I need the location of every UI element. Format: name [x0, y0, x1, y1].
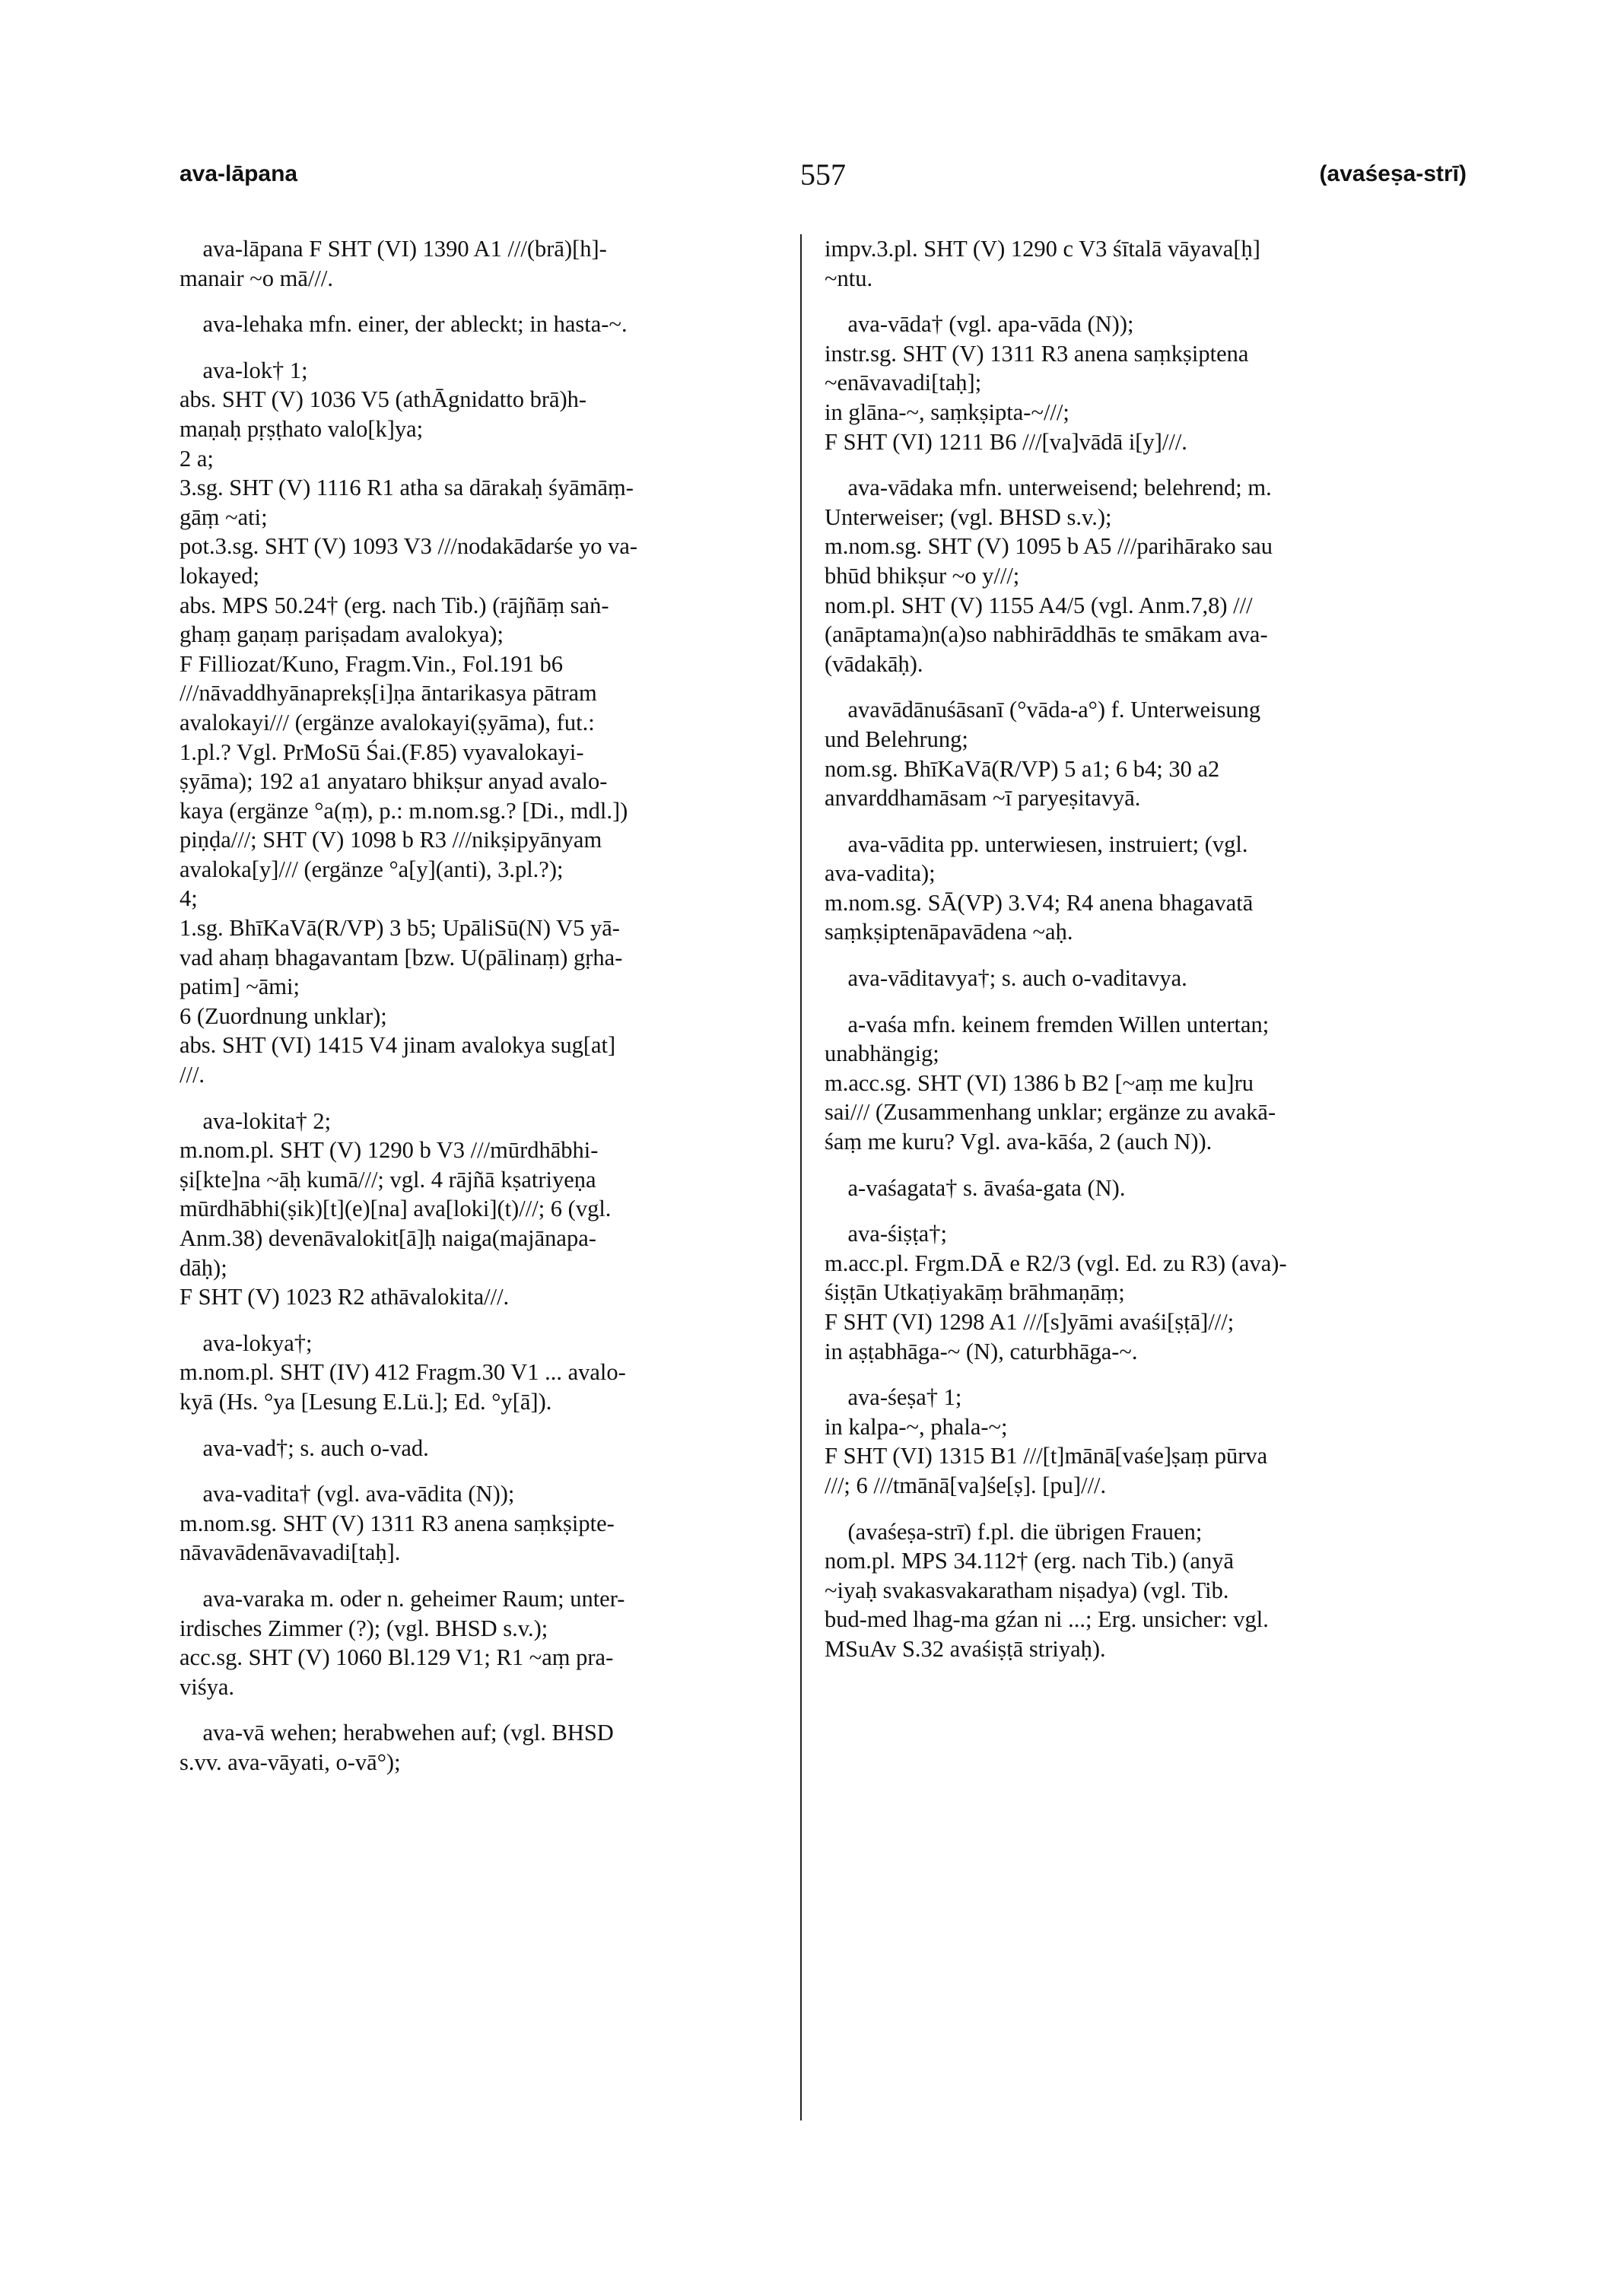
entry-line: abs. SHT (V) 1036 V5 (athĀgnidatto brā)h-	[180, 386, 587, 413]
entry-line: ṣyāma); 192 a1 anyataro bhikṣur anyad avalo-	[180, 768, 608, 795]
entry-line: ava-varaka m. oder n. geheimer Raum; unter-	[180, 1585, 625, 1612]
dictionary-entry	[180, 1479, 776, 1568]
entry-line: und Belehrung;	[825, 726, 968, 752]
entry-line: 1.sg. BhīKaVā(R/VP) 3 b5; UpāliSū(N) V5 yā-	[180, 915, 620, 942]
entry-line: 2 a;	[180, 445, 214, 472]
dictionary-entry	[180, 1107, 776, 1312]
dictionary-entry	[825, 1010, 1470, 1157]
entry-line: ava-vadita);	[825, 860, 936, 887]
entry-line: ~ntu.	[825, 265, 873, 291]
entry-line: m.acc.pl. Frgm.DĀ e R2/3 (vgl. Ed. zu R3) (ava)-	[825, 1250, 1287, 1276]
entry-line: 1.pl.? Vgl. PrMoSū Śai.(F.85) vyavalokayi-	[180, 739, 584, 765]
dictionary-entry	[825, 964, 1470, 993]
entry-line: avavādānuśāsanī (°vāda-a°) f. Unterweisung	[825, 697, 1261, 723]
entry-line: kyā (Hs. °ya [Lesung E.Lü.]; Ed. °y[ā]).	[180, 1388, 552, 1415]
dictionary-entry	[180, 1718, 776, 1777]
entry-line: ~enāvavadi[taḥ];	[825, 370, 982, 396]
dictionary-entry	[825, 1383, 1470, 1500]
entry-line: piṇḍa///; SHT (V) 1098 b R3 ///nikṣipyānyam	[180, 827, 602, 853]
right-column	[825, 234, 1470, 1681]
entry-line: m.nom.pl. SHT (V) 1290 b V3 ///mūrdhābhi-	[180, 1137, 599, 1164]
entry-line: avalokayi/// (ergänze avalokayi(ṣyāma), fut.:	[180, 709, 595, 735]
dictionary-entry	[825, 1517, 1470, 1664]
entry-line: 4;	[180, 885, 198, 912]
column-divider	[800, 234, 802, 2120]
entry-line: gāṃ ~ati;	[180, 503, 268, 530]
page-number: 557	[800, 157, 846, 192]
entry-line: ava-vāda† (vgl. apa-vāda (N));	[825, 311, 1134, 338]
entry-line: F SHT (VI) 1211 B6 ///[va]vādā i[y]///.	[825, 428, 1187, 455]
entry-line: ///nāvaddhyānaprekṣ[i]ṇa āntarikasya pātram	[180, 680, 597, 707]
entry-line: abs. SHT (VI) 1415 V4 jinam avalokya sug[at]	[180, 1032, 616, 1059]
entry-line: MSuAv S.32 avaśiṣṭā striyaḥ).	[825, 1635, 1106, 1662]
running-header	[180, 157, 1467, 207]
dictionary-entry	[825, 310, 1470, 456]
dictionary-entry	[825, 234, 1470, 293]
entry-line: (vādakāḥ).	[825, 650, 923, 677]
entry-line: Unterweiser; (vgl. BHSD s.v.);	[825, 503, 1112, 530]
entry-line: kaya (ergänze °a(ṃ), p.: m.nom.sg.? [Di., mdl.])	[180, 797, 628, 824]
dictionary-entry	[180, 1329, 776, 1417]
entry-line: m.nom.sg. SĀ(VP) 3.V4; R4 anena bhagavatā	[825, 889, 1254, 916]
entry-line: ///.	[180, 1062, 205, 1088]
dictionary-entry	[825, 1174, 1470, 1203]
entry-line: irdisches Zimmer (?); (vgl. BHSD s.v.);	[180, 1615, 548, 1641]
entry-line: ~iyaḥ svakasvakaratham niṣadya) (vgl. Tib.	[825, 1577, 1229, 1603]
entry-line: F Filliozat/Kuno, Fragm.Vin., Fol.191 b6	[180, 650, 563, 677]
entry-line: pot.3.sg. SHT (V) 1093 V3 ///nodakādarśe yo va-	[180, 533, 638, 560]
entry-line: 3.sg. SHT (V) 1116 R1 atha sa dārakaḥ śyāmāṃ-	[180, 475, 634, 501]
entry-line: avaloka[y]/// (ergänze °a[y](anti), 3.pl.?);	[180, 856, 564, 882]
entry-line: (avaśeṣa-strī) f.pl. die übrigen Frauen;	[825, 1518, 1203, 1545]
entry-line: bud-med lhag-ma gźan ni ...; Erg. unsicher: vgl.	[825, 1606, 1269, 1633]
dictionary-entry	[825, 473, 1470, 678]
entry-line: nom.pl. SHT (V) 1155 A4/5 (vgl. Anm.7,8) ///	[825, 592, 1253, 618]
left-column	[180, 234, 776, 1794]
entry-line: F SHT (V) 1023 R2 athāvalokita///.	[180, 1284, 510, 1310]
entry-line: in kalpa-~, phala-~;	[825, 1413, 1008, 1440]
entry-line: abs. MPS 50.24† (erg. nach Tib.) (rājñāṃ saṅ-	[180, 592, 609, 618]
entry-line: ava-vadita† (vgl. ava-vādita (N));	[180, 1481, 515, 1507]
entry-line: ava-vādaka mfn. unterweisend; belehrend; m.	[825, 475, 1272, 501]
entry-line: anvarddhamāsam ~ī paryeṣitavyā.	[825, 785, 1141, 812]
entry-line: F SHT (VI) 1298 A1 ///[s]yāmi avaśi[ṣṭā]///;	[825, 1309, 1235, 1335]
entry-line: ava-lehaka mfn. einer, der ableckt; in hasta-~.	[180, 311, 628, 338]
header-right-guideword: (avaśeṣa-strī)	[1319, 161, 1467, 186]
entry-line: s.vv. ava-vāyati, o-vā°);	[180, 1749, 401, 1775]
dictionary-entry	[180, 356, 776, 1090]
entry-line: ava-lāpana F SHT (VI) 1390 A1 ///(brā)[h]-	[180, 236, 607, 262]
dictionary-entry	[180, 1584, 776, 1701]
entry-line: ava-śiṣṭa†;	[825, 1221, 947, 1247]
entry-line: m.nom.pl. SHT (IV) 412 Fragm.30 V1 ... avalo-	[180, 1359, 626, 1386]
entry-line: sai/// (Zusammenhang unklar; ergänze zu avakā-	[825, 1099, 1276, 1126]
entry-line: viśya.	[180, 1673, 235, 1700]
dictionary-entry	[180, 234, 776, 293]
entry-line: (anāptama)n(a)so nabhirāddhās te smākam ava-	[825, 621, 1268, 648]
dictionary-entry	[825, 830, 1470, 947]
entry-line: maṇaḥ pṛṣṭhato valo[k]ya;	[180, 415, 424, 442]
entry-line: ava-lokya†;	[180, 1329, 313, 1356]
entry-line: manair ~o mā///.	[180, 265, 333, 291]
entry-line: a-vaśagata† s. āvaśa-gata (N).	[825, 1174, 1126, 1201]
dictionary-entry	[825, 695, 1470, 812]
entry-line: ava-vādita pp. unterwiesen, instruiert; (vgl.	[825, 831, 1248, 857]
entry-line: saṃkṣiptenāpavādena ~aḥ.	[825, 919, 1073, 945]
entry-line: nāvavādenāvavadi[taḥ].	[180, 1539, 401, 1566]
entry-line: ava-vāditavya†; s. auch o-vaditavya.	[825, 965, 1187, 992]
header-left-guideword: ava-lāpana	[180, 161, 298, 186]
entry-line: Anm.38) devenāvalokit[ā]ḥ naiga(majānapa-	[180, 1225, 596, 1251]
entry-line: m.nom.sg. SHT (V) 1311 R3 anena saṃkṣipte-	[180, 1510, 615, 1536]
entry-line: ṣi[kte]na ~āḥ kumā///; vgl. 4 rājñā kṣatriyeṇa	[180, 1166, 596, 1193]
entry-line: śiṣṭān Utkaṭiyakāṃ brāhmaṇāṃ;	[825, 1279, 1125, 1306]
entry-line: vad ahaṃ bhagavantam [bzw. U(pālinaṃ) gṛha-	[180, 944, 623, 970]
entry-line: a-vaśa mfn. keinem fremden Willen untertan;	[825, 1011, 1270, 1037]
entry-line: ava-vad†; s. auch o-vad.	[180, 1434, 429, 1461]
entry-line: bhūd bhikṣur ~o y///;	[825, 562, 1020, 589]
entry-line: unabhängig;	[825, 1040, 939, 1067]
entry-line: m.acc.sg. SHT (VI) 1386 b B2 [~aṃ me ku]ru	[825, 1069, 1254, 1096]
entry-line: acc.sg. SHT (V) 1060 Bl.129 V1; R1 ~aṃ pra-	[180, 1644, 614, 1671]
entry-line: nom.sg. BhīKaVā(R/VP) 5 a1; 6 b4; 30 a2	[825, 755, 1220, 782]
dictionary-entry	[180, 310, 776, 339]
entry-line: ava-vā wehen; herabwehen auf; (vgl. BHSD	[180, 1720, 614, 1746]
dictionary-entry	[180, 1434, 776, 1463]
entry-line: in aṣṭabhāga-~ (N), caturbhāga-~.	[825, 1338, 1138, 1364]
entry-line: patim] ~āmi;	[180, 974, 300, 1000]
entry-line: dāḥ);	[180, 1254, 227, 1281]
entry-line: in glāna-~, saṃkṣipta-~///;	[825, 399, 1069, 425]
entry-line: ava-śeṣa† 1;	[825, 1384, 962, 1411]
entry-line: m.nom.sg. SHT (V) 1095 b A5 ///parihārako sau	[825, 533, 1273, 560]
entry-line: śaṃ me kuru? Vgl. ava-kāśa, 2 (auch N)).	[825, 1129, 1212, 1155]
entry-line: ava-lok† 1;	[180, 357, 308, 383]
entry-line: mūrdhābhi(ṣik)[t](e)[na] ava[loki](t)///; 6 (vgl.	[180, 1196, 612, 1222]
dictionary-entry	[825, 1219, 1470, 1366]
entry-line: 6 (Zuordnung unklar);	[180, 1002, 387, 1029]
entry-line: impv.3.pl. SHT (V) 1290 c V3 śītalā vāyava[ḥ]	[825, 236, 1260, 262]
entry-line: ghaṃ gaṇaṃ pariṣadam avalokya);	[180, 621, 504, 648]
entry-line: ava-lokita† 2;	[180, 1107, 332, 1134]
entry-line: lokayed;	[180, 562, 260, 589]
entry-line: instr.sg. SHT (V) 1311 R3 anena saṃkṣiptena	[825, 340, 1249, 367]
entry-line: ///; 6 ///tmānā[va]śe[ṣ]. [pu]///.	[825, 1472, 1107, 1498]
entry-line: nom.pl. MPS 34.112† (erg. nach Tib.) (anyā	[825, 1548, 1234, 1574]
entry-line: F SHT (VI) 1315 B1 ///[t]mānā[vaśe]ṣaṃ pūrva	[825, 1443, 1268, 1469]
